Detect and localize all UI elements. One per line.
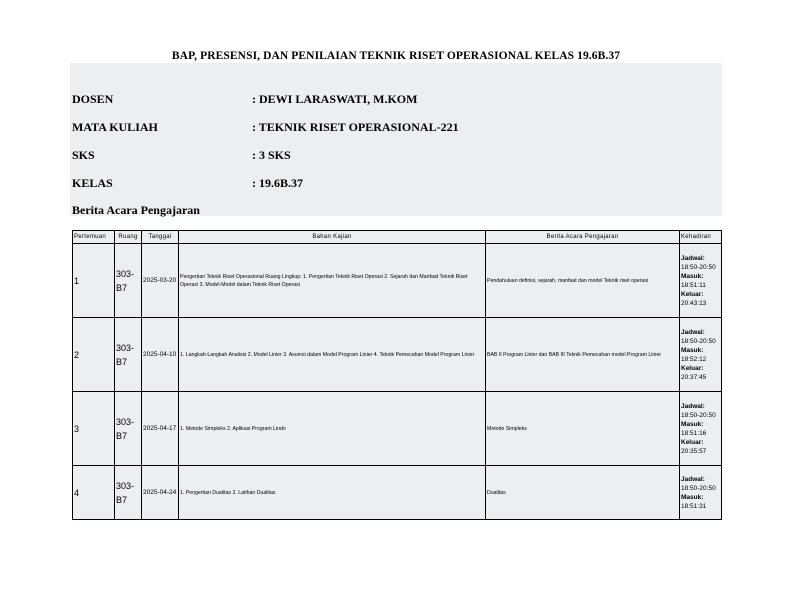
masuk-value: 18:52:12: [681, 355, 707, 363]
info-value-mata-kuliah: : TEKNIK RISET OPERASIONAL-221: [252, 120, 459, 134]
masuk-value: 18:51:11: [681, 281, 706, 289]
cell-berita-acara: Dualitas: [486, 466, 680, 520]
info-label-kelas: KELAS: [72, 176, 113, 190]
table-row: [73, 244, 722, 318]
header-berita-acara: Berita Acara Pengajaran: [486, 231, 680, 244]
table-row: [73, 318, 722, 392]
header-tanggal: Tanggal: [142, 231, 179, 244]
table-row: [73, 466, 722, 520]
keluar-label: Keluar:: [681, 438, 704, 446]
info-label-dosen: DOSEN: [72, 92, 114, 106]
cell-pertemuan: 4: [73, 466, 115, 520]
keluar-label: Keluar:: [681, 364, 704, 372]
table-row: [73, 392, 722, 466]
header-ruang: Ruang: [115, 231, 142, 244]
info-value-sks: : 3 SKS: [252, 148, 291, 162]
masuk-label: Masuk:: [681, 420, 704, 428]
cell-pertemuan: 2: [73, 318, 115, 392]
header-pertemuan: Pertemuan: [73, 231, 115, 244]
cell-kehadiran: [680, 318, 722, 392]
jadwal-label: Jadwal:: [681, 402, 705, 410]
cell-kehadiran: [680, 392, 722, 466]
masuk-label: Masuk:: [681, 346, 704, 354]
cell-tanggal: 2025-04-10: [142, 318, 179, 392]
keluar-value: 20:35:57: [681, 447, 707, 455]
header-kehadiran: Kehadiran: [680, 231, 722, 244]
jadwal-label: Jadwal:: [681, 254, 705, 262]
cell-pertemuan: 1: [73, 244, 115, 318]
cell-tanggal: 2025-04-17: [142, 392, 179, 466]
cell-ruang: 303-B7: [115, 466, 142, 520]
document-title: BAP, PRESENSI, DAN PENILAIAN TEKNIK RISET OPERASIONAL KELAS 19.6B.37: [171, 50, 621, 62]
info-value-kelas: : 19.6B.37: [252, 176, 303, 190]
keluar-value: 20:43:13: [681, 299, 707, 307]
keluar-label: Keluar:: [681, 290, 704, 298]
cell-kehadiran: [680, 244, 722, 318]
cell-berita-acara: BAB II Program Linier dan BAB III Teknik Pemecahan model Program Linier: [486, 318, 680, 392]
cell-berita-acara: Pendahuluan definisi, sejarah, manfaat dan model Teknik riset operasi: [486, 244, 680, 318]
cell-tanggal: 2025-03-20: [142, 244, 179, 318]
info-label-mata-kuliah: MATA KULIAH: [72, 120, 158, 134]
jadwal-label: Jadwal:: [681, 475, 705, 483]
cell-bahan-kajian: 1. Pengertian Dualitas 2. Latihan Dualitas: [179, 466, 486, 520]
table-header-row: [73, 231, 722, 244]
cell-tanggal: 2025-04-24: [142, 466, 179, 520]
cell-ruang: 303-B7: [115, 244, 142, 318]
cell-bahan-kajian: Pengertian Teknik Riset Operasional Ruang Lingkup: 1. Pengertian Teknik Riset Operasi 2. Sejarah dan Manfaat Teknik Riset Operasi 3. Model-Model dalam Teknik Riset Operasi: [179, 244, 486, 318]
bap-table: [72, 230, 722, 520]
keluar-value: 20:37:45: [681, 373, 707, 381]
masuk-value: 18:51:16: [681, 429, 707, 437]
jadwal-value: 18:50-20:50: [681, 263, 716, 271]
section-title: Berita Acara Pengajaran: [72, 203, 200, 217]
jadwal-value: 18:50-20:50: [681, 411, 716, 419]
masuk-label: Masuk:: [681, 272, 704, 280]
info-value-dosen: : DEWI LARASWATI, M.KOM: [252, 92, 418, 106]
header-bahan-kajian: Bahan Kajian: [179, 231, 486, 244]
cell-ruang: 303-B7: [115, 318, 142, 392]
info-label-sks: SKS: [72, 148, 95, 162]
cell-pertemuan: 3: [73, 392, 115, 466]
cell-bahan-kajian: 1. Langkah-Langkah Analisis 2. Model Linier 3. Asumsi dalam Model Program Linier 4. Teknik Pemecahan Model Program Linier: [179, 318, 486, 392]
masuk-value: 18:51:31: [681, 502, 707, 510]
info-panel: [70, 63, 722, 216]
cell-ruang: 303-B7: [115, 392, 142, 466]
jadwal-value: 18:50-20:50: [681, 337, 716, 345]
jadwal-label: Jadwal:: [681, 328, 705, 336]
cell-berita-acara: Metode Simpleks: [486, 392, 680, 466]
jadwal-value: 18:50-20:50: [681, 484, 716, 492]
cell-bahan-kajian: 1. Metode Simpleks 2. Aplikasi Program Lindo: [179, 392, 486, 466]
masuk-label: Masuk:: [681, 493, 704, 501]
cell-kehadiran: [680, 466, 722, 520]
